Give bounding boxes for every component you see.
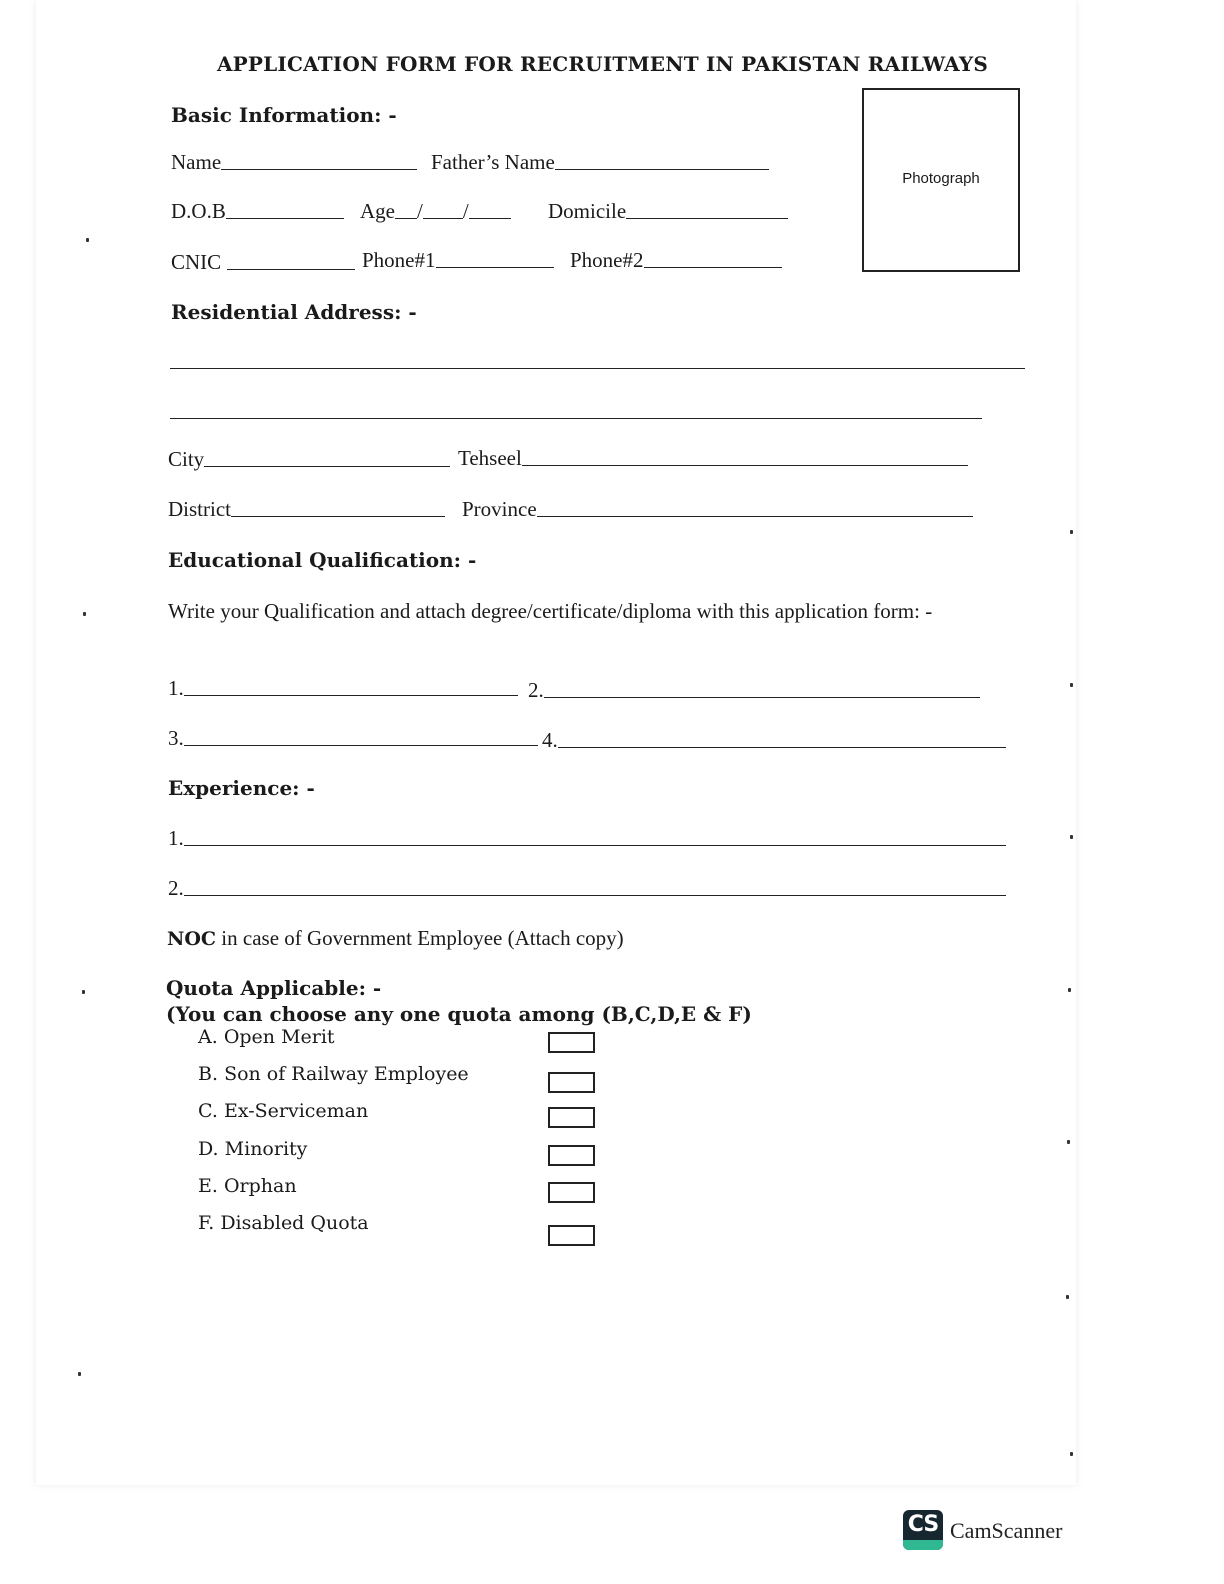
noc-note [167, 926, 624, 951]
residential-address-heading: Residential Address: - [171, 300, 417, 324]
quota-checkbox-orphan[interactable] [548, 1182, 595, 1203]
photograph-label: Photograph [902, 170, 980, 187]
domicile-field[interactable] [548, 199, 788, 224]
noc-text: in case of Government Employee (Attach copy) [216, 926, 624, 950]
scan-speck [1068, 988, 1071, 992]
experience-2-number: 2. [168, 876, 184, 900]
experience-heading: Experience: - [168, 776, 315, 800]
name-label: Name [171, 150, 222, 174]
age-month-line[interactable] [423, 217, 463, 219]
tehseel-input-line[interactable] [522, 464, 968, 466]
scan-speck [1070, 835, 1073, 839]
quota-checkbox-ex-serviceman[interactable] [548, 1107, 595, 1128]
qualification-4-input-line[interactable] [558, 746, 1006, 748]
qualification-3-input-line[interactable] [184, 744, 538, 746]
dob-input-line[interactable] [226, 217, 344, 219]
dob-label: D.O.B [171, 199, 226, 223]
noc-bold: NOC [167, 928, 217, 950]
quota-checkbox-open-merit[interactable] [548, 1032, 595, 1053]
scan-speck [78, 1372, 81, 1376]
qualification-3-field[interactable] [168, 726, 538, 751]
age-separator-1: / [417, 199, 423, 223]
qualification-2-number: 2. [528, 678, 544, 702]
camscanner-logo-bar [903, 1540, 943, 1550]
cnic-field[interactable] [171, 250, 355, 275]
fathers-name-field[interactable] [431, 150, 769, 175]
quota-option-letter: A. [198, 1026, 218, 1048]
address-line-2[interactable] [170, 418, 982, 419]
cnic-input-line[interactable] [227, 268, 355, 270]
quota-option-b [198, 1063, 469, 1085]
quota-option-label: Open Merit [223, 1026, 335, 1048]
province-field[interactable] [462, 497, 973, 522]
education-heading: Educational Qualification: - [168, 548, 477, 572]
qualification-1-field[interactable] [168, 676, 518, 701]
qualification-1-number: 1. [168, 676, 184, 700]
scan-speck [86, 238, 89, 242]
phone1-label: Phone#1 [362, 248, 436, 272]
city-input-line[interactable] [204, 465, 450, 467]
age-field[interactable] [360, 199, 511, 224]
district-input-line[interactable] [231, 515, 445, 517]
photograph-box[interactable] [862, 88, 1020, 272]
experience-1-number: 1. [168, 826, 184, 850]
tehseel-label: Tehseel [458, 446, 522, 470]
phone1-field[interactable] [362, 248, 554, 273]
city-label: City [168, 447, 205, 471]
scan-speck [83, 612, 86, 616]
form-title: APPLICATION FORM FOR RECRUITMENT IN PAKISTAN RAILWAYS [216, 52, 989, 76]
quota-option-f [198, 1212, 369, 1234]
age-separator-2: / [462, 199, 469, 223]
qualification-2-field[interactable] [528, 678, 980, 703]
scan-speck [82, 990, 85, 994]
quota-option-e [198, 1175, 297, 1197]
age-year-line[interactable] [469, 217, 511, 219]
experience-1-field[interactable] [168, 826, 1006, 851]
phone2-field[interactable] [570, 248, 782, 273]
age-label: Age [360, 199, 395, 223]
experience-2-field[interactable] [168, 876, 1006, 901]
province-input-line[interactable] [537, 515, 973, 517]
quota-option-letter: F. [198, 1212, 215, 1234]
district-field[interactable] [168, 497, 445, 522]
quota-note: (You can choose any one quota among (B,C,D,E & F) [166, 1002, 752, 1026]
quota-option-letter: B. [198, 1063, 219, 1085]
district-label: District [168, 497, 231, 521]
scan-speck [1066, 1295, 1069, 1299]
quota-checkbox-minority[interactable] [548, 1145, 595, 1166]
education-instructions: Write your Qualification and attach degree/certificate/diploma with this application form: - [168, 599, 933, 623]
camscanner-logo-text: CS [907, 1512, 939, 1537]
experience-2-input-line[interactable] [184, 894, 1006, 896]
name-input-line[interactable] [221, 168, 417, 170]
fathers-name-label: Father’s Name [431, 150, 555, 174]
dob-field[interactable] [171, 199, 344, 224]
phone1-input-line[interactable] [436, 266, 554, 268]
fathers-name-input-line[interactable] [555, 168, 769, 170]
quota-option-a [198, 1026, 335, 1048]
qualification-1-input-line[interactable] [184, 694, 518, 696]
scan-speck [1067, 1140, 1070, 1144]
scan-speck [1070, 530, 1073, 534]
quota-option-d [198, 1138, 307, 1160]
quota-option-label: Disabled Quota [220, 1212, 369, 1234]
phone2-input-line[interactable] [644, 266, 782, 268]
quota-option-label: Orphan [223, 1175, 297, 1197]
quota-option-letter: E. [198, 1175, 218, 1197]
quota-option-letter: C. [198, 1100, 218, 1122]
quota-checkbox-son-of-railway-employee[interactable] [548, 1072, 595, 1093]
quota-checkbox-disabled-quota[interactable] [548, 1225, 595, 1246]
domicile-input-line[interactable] [626, 217, 788, 219]
tehseel-field[interactable] [458, 446, 968, 471]
camscanner-logo-icon [903, 1510, 943, 1550]
basic-info-heading: Basic Information: - [171, 103, 397, 127]
name-field[interactable] [171, 150, 417, 175]
scan-speck [1070, 1452, 1073, 1456]
experience-1-input-line[interactable] [184, 844, 1006, 846]
qualification-4-field[interactable] [542, 728, 1006, 753]
province-label: Province [462, 497, 537, 521]
quota-heading: Quota Applicable: - [166, 976, 382, 1000]
quota-option-label: Ex-Serviceman [223, 1100, 369, 1122]
cnic-label: CNIC [171, 250, 222, 274]
camscanner-name: CamScanner [950, 1518, 1063, 1543]
city-field[interactable] [168, 447, 450, 472]
qualification-3-number: 3. [168, 726, 184, 750]
quota-option-letter: D. [198, 1138, 219, 1160]
scan-speck [1070, 683, 1073, 687]
address-line-1[interactable] [170, 368, 1025, 369]
age-day-line[interactable] [395, 217, 417, 219]
qualification-2-input-line[interactable] [544, 696, 980, 698]
quota-option-label: Son of Railway Employee [224, 1063, 469, 1085]
quota-option-c [198, 1100, 368, 1122]
phone2-label: Phone#2 [570, 248, 644, 272]
domicile-label: Domicile [548, 199, 627, 223]
qualification-4-number: 4. [542, 728, 558, 752]
quota-option-label: Minority [224, 1138, 308, 1160]
